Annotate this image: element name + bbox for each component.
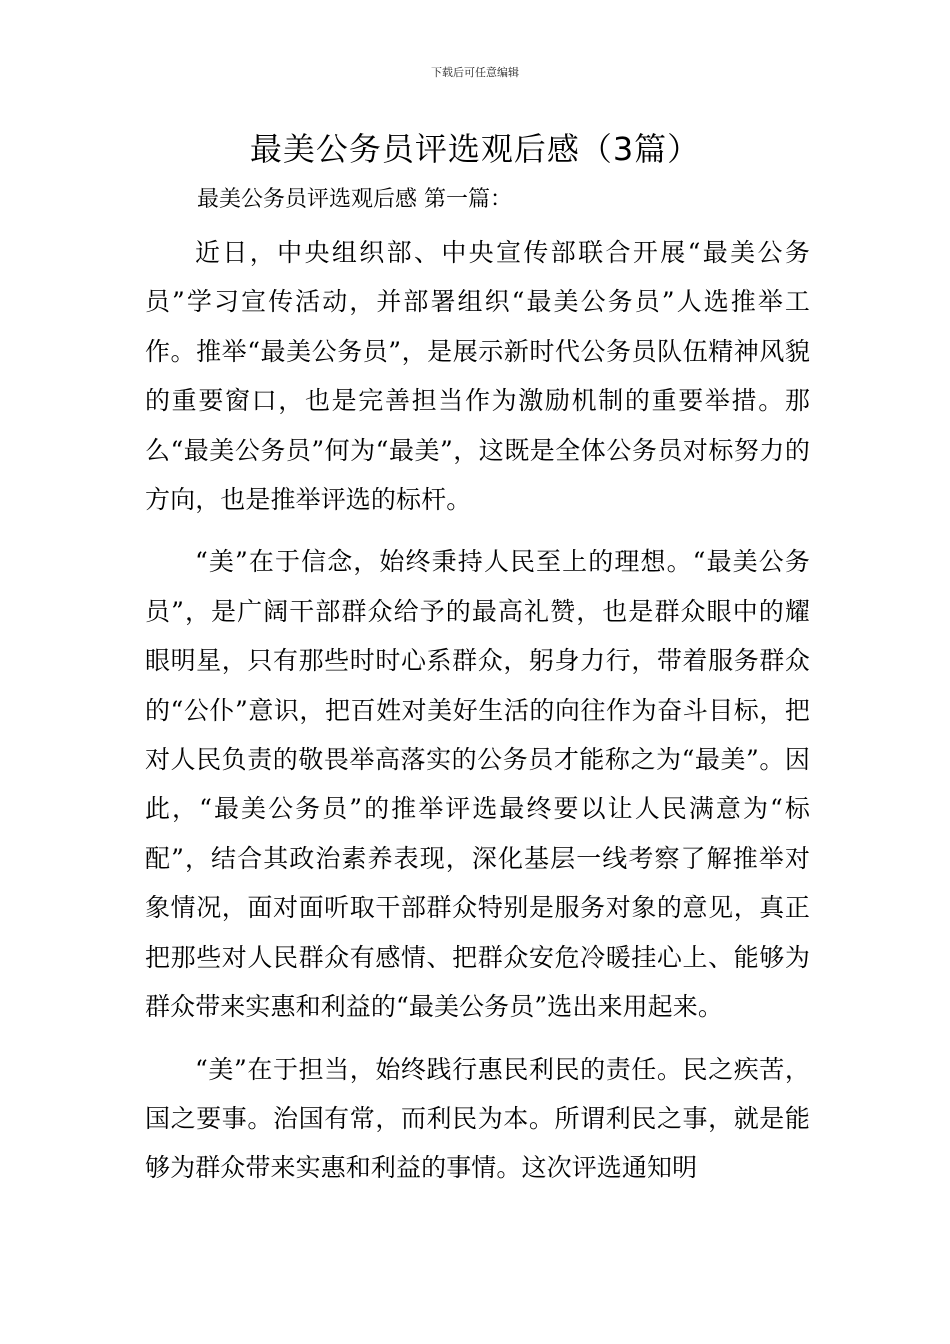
section-subtitle: 最美公务员评选观后感 第一篇： xyxy=(197,187,512,212)
document-body xyxy=(145,228,810,1193)
paragraph-3: “美”在于担当，始终践行惠民利民的责任。民之疾苦，国之要事。治国有常，而利民为本。所谓利民之事，就是能够为群众带来实惠和利益的事情。这次评选通知明 xyxy=(145,1054,810,1183)
page-header-note: 下载后可任意编辑 xyxy=(431,66,519,79)
paragraph-1: 近日，中央组织部、中央宣传部联合开展“最美公务员”学习宣传活动，并部署组织“最美公务员”人选推举工作。推举“最美公务员”，是展示新时代公务员队伍精神风貌的重要窗口，也是完善担当作为激励机制的重要举措。那么“最美公务员”何为“最美”，这既是全体公务员对标努力的方向，也是推举评选的标杆。 xyxy=(145,238,810,515)
document-title: 最美公务员评选观后感（3篇） xyxy=(249,130,701,168)
paragraph-2: “美”在于信念，始终秉持人民至上的理想。“最美公务员”，是广阔干部群众给予的最高礼赞，也是群众眼中的耀眼明星，只有那些时时心系群众，躬身力行，带着服务群众的“公仆”意识，把百姓对美好生活的向往作为奋斗目标，把对人民负责的敬畏举高落实的公务员才能称之为“最美”。因此，“最美公务员”的推举评选最终要以让人民满意为“标配”，结合其政治素养表现，深化基层一线考察了解推举对象情况，面对面听取干部群众特别是服务对象的意见，真正把那些对人民群众有感情、把群众安危冷暖挂心上、能够为群众带来实惠和利益的“最美公务员”选出来用起来。 xyxy=(145,547,810,1022)
